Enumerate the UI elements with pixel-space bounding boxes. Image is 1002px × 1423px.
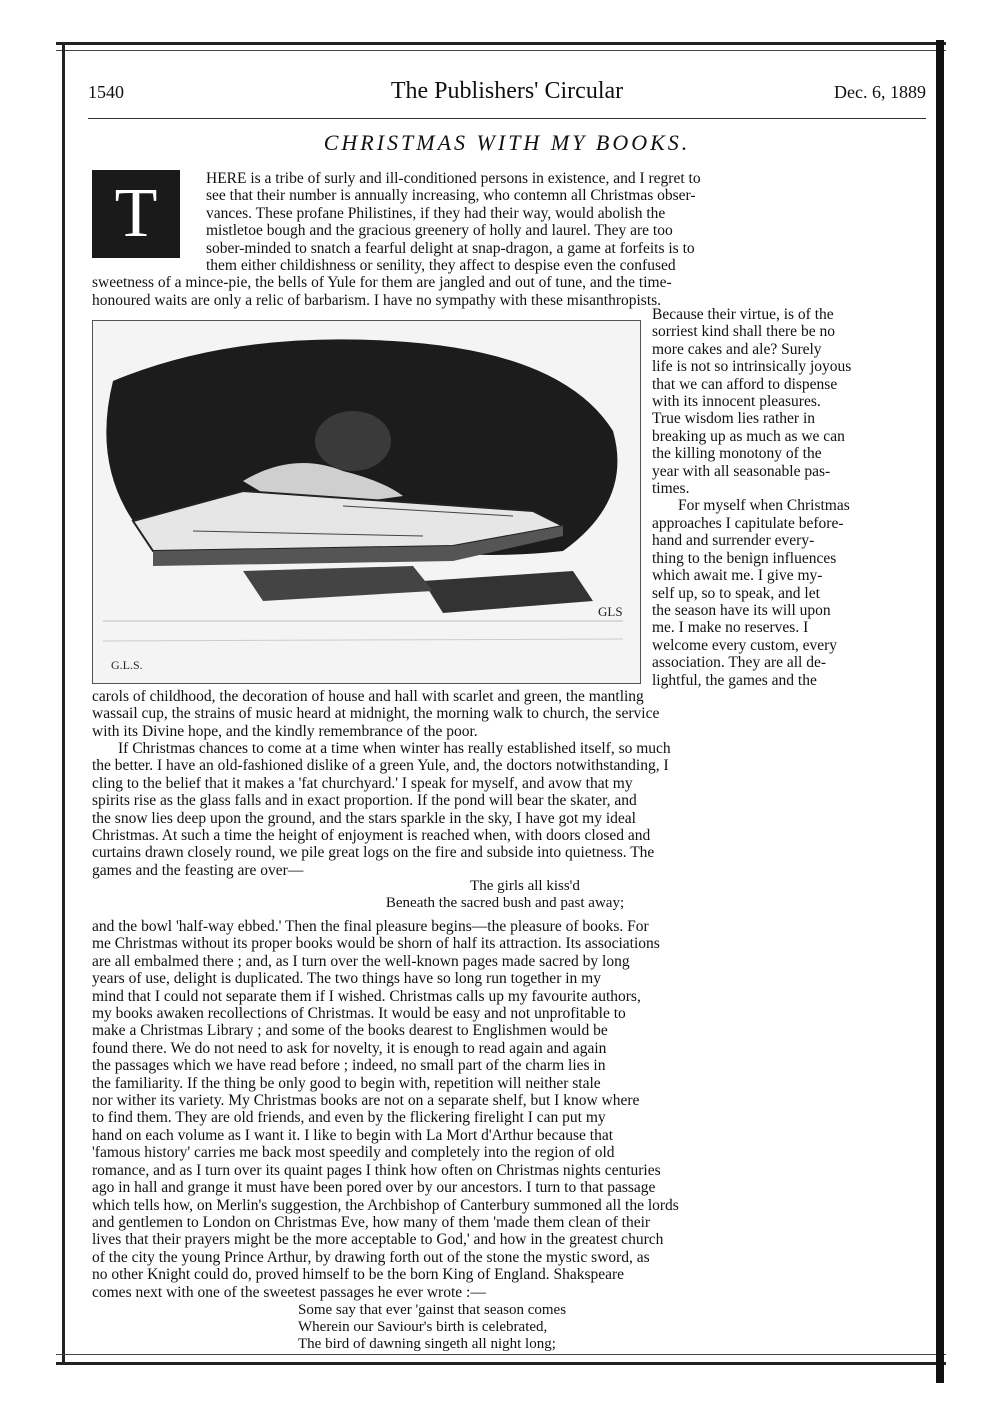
paragraph-line: found there. We do not need to ask for novelty, it is enough to read again and again	[92, 1039, 607, 1057]
paragraph-line: cling to the belief that it makes a 'fat churchyard.' I speak for myself, and avow that my	[92, 774, 633, 792]
article-title: CHRISTMAS WITH MY BOOKS.	[323, 130, 691, 155]
paragraph-line: romance, and as I turn over its quaint pages I think how often on Christmas nights centuries	[92, 1161, 661, 1179]
paragraph-line: years of use, delight is duplicated. The two things have so long run together in my	[92, 970, 601, 988]
paragraph-line: curtains drawn closely round, we pile great logs on the fire and subside into quietness. The	[92, 844, 655, 862]
sidebar-line: me. I make no reserves. I	[652, 619, 809, 637]
paragraph-line: 'famous history' carries me back most speedily and completely into the region of old	[92, 1144, 615, 1162]
paragraph-line: and gentlemen to London on Christmas Eve, how many of them 'made them clean of their	[92, 1213, 651, 1231]
intro-line: sweetness of a mince-pie, the bells of Yule for them are jangled and out of tune, and the time-	[92, 274, 672, 292]
sidebar-text-column	[652, 306, 918, 689]
paragraph-line: Christmas. At such a time the height of enjoyment is reached when, with doors closed and	[92, 827, 651, 845]
paragraph-line: me Christmas without its proper books would be shorn of half its attraction. Its associations	[92, 935, 660, 953]
bottom-border-rule-inner	[56, 1354, 946, 1355]
paragraph-line: with its Divine hope, and the kindly remembrance of the poor.	[92, 722, 478, 740]
verse2-line-2: Wherein our Saviour's birth is celebrated,	[298, 1319, 548, 1335]
sidebar-line: the killing monotony of the	[652, 445, 822, 463]
paragraph-line: hand on each volume as I want it. I like to begin with La Mort d'Arthur because that	[92, 1126, 614, 1144]
sidebar-line: approaches I capitulate before-	[652, 514, 844, 532]
journal-title: The Publishers' Circular	[390, 78, 624, 104]
drop-cap-letter: T	[114, 175, 158, 252]
paragraph-line: make a Christmas Library ; and some of the books dearest to Englishmen would be	[92, 1022, 608, 1040]
scan-edge-bar	[936, 40, 944, 1383]
paragraph-line: If Christmas chances to come at a time when winter has really established itself, so much	[118, 740, 671, 757]
sidebar-line: thing to the benign influences	[652, 549, 837, 567]
paragraph-line: my books awaken recollections of Christmas. It would be easy and not unprofitable to	[92, 1005, 626, 1023]
sidebar-line: breaking up as much as we can	[652, 427, 845, 445]
paragraph-line: comes next with one of the sweetest passages he ever wrote :—	[92, 1283, 486, 1301]
sidebar-line: For myself when Christmas	[678, 497, 850, 515]
sidebar-line: year with all seasonable pas-	[652, 462, 831, 480]
artist-monogram-left: G.L.S.	[111, 658, 143, 672]
paragraph-line: mind that I could not separate them if I wished. Christmas calls up my favourite authors,	[92, 987, 641, 1005]
paragraph-line: are all embalmed there ; and, as I turn over the well-known pages made sacred by long	[92, 952, 630, 970]
intro-line: honoured waits are only a relic of barbarism. I have no sympathy with these misanthropists.	[92, 291, 662, 309]
sidebar-line: sorriest kind shall there be no	[652, 323, 835, 341]
intro-line: mistletoe bough and the gracious greenery of holly and laurel. They are too	[206, 222, 673, 240]
sidebar-line: Because their virtue, is of the	[652, 306, 834, 323]
sidebar-line: with its innocent pleasures.	[652, 393, 821, 411]
paragraph-line: games and the feasting are over—	[92, 861, 304, 879]
sidebar-line: which await me. I give my-	[652, 567, 823, 585]
intro-paragraph	[92, 170, 918, 309]
paragraph-line: the passages which we have read before ; indeed, no small part of the charm lies in	[92, 1057, 606, 1075]
sidebar-line: lightful, the games and the	[652, 671, 817, 689]
verse-line-2: Beneath the sacred bush and past away;	[385, 895, 625, 911]
sidebar-line: association. They are all de-	[652, 654, 827, 672]
paragraph-line: ago in hall and grange it must have been pored over by our ancestors. I turn to that passage	[92, 1179, 656, 1197]
verse-girls	[92, 878, 918, 914]
paragraph-line: the familiarity. If the thing be only good to begin with, repetition will neither stale	[92, 1074, 601, 1092]
running-header	[88, 78, 926, 114]
bottom-border-rule	[56, 1362, 946, 1365]
paragraph-line: of the city the young Prince Arthur, by drawing forth out of the stone the mystic sword, as	[92, 1248, 650, 1266]
header-rule	[88, 118, 926, 119]
issue-date: Dec. 6, 1889	[834, 82, 926, 102]
paragraph-line: spirits rise as the glass falls and in exact proportion. If the pond will bear the skater, and	[92, 792, 637, 810]
paragraph-books	[92, 918, 918, 1301]
sidebar-line: more cakes and ale? Surely	[652, 340, 822, 358]
paragraph-line: carols of childhood, the decoration of house and hall with scarlet and green, the mantling	[92, 688, 644, 705]
paragraph-line: and the bowl 'half-way ebbed.' Then the final pleasure begins—the pleasure of books. For	[92, 918, 649, 935]
paragraph-carols	[92, 688, 918, 740]
paragraph-line: wassail cup, the strains of music heard at midnight, the morning walk to church, the service	[92, 705, 660, 723]
sidebar-line: True wisdom lies rather in	[652, 410, 816, 428]
intro-line: vances. These profane Philistines, if they had their way, would abolish the	[206, 204, 666, 222]
page-number: 1540	[88, 82, 124, 102]
paragraph-line: no other Knight could do, proved himself to be the born King of England. Shakspeare	[92, 1266, 625, 1284]
paragraph-line: which tells how, on Merlin's suggestion, the Archbishop of Canterbury summoned all the lords	[92, 1196, 679, 1214]
verse2-line-3: The bird of dawning singeth all night long;	[298, 1336, 556, 1352]
sidebar-line: self up, so to speak, and let	[652, 584, 820, 602]
intro-line: them either childishness or senility, they affect to despise even the confused	[206, 257, 676, 275]
intro-line: sober-minded to snatch a fearful delight at snap-dragon, a game at forfeits is to	[206, 239, 695, 257]
verse-line-1: The girls all kiss'd	[470, 878, 580, 894]
artist-monogram-right: GLS	[598, 604, 623, 619]
paragraph-line: lives that their prayers might be the more acceptable to God,' and how in the greatest church	[92, 1231, 664, 1249]
verse2-line-1: Some say that ever 'gainst that season comes	[298, 1302, 567, 1318]
verse-shakespeare	[92, 1302, 918, 1354]
intro-line: HERE is a tribe of surly and ill-conditioned persons in existence, and I regret to	[206, 170, 701, 187]
sidebar-line: times.	[652, 480, 690, 498]
paragraph-line: nor wither its variety. My Christmas books are not on a separate shelf, but I know where	[92, 1092, 640, 1110]
sidebar-line: welcome every custom, every	[652, 636, 838, 654]
paragraph-line: to find them. They are old friends, and even by the flickering firelight I can put my	[92, 1109, 606, 1127]
engraving-image	[93, 321, 640, 683]
sidebar-line: life is not so intrinsically joyous	[652, 358, 852, 376]
intro-line: see that their number is annually increasing, who contemn all Christmas obser-	[206, 187, 696, 205]
paragraph-line: the snow lies deep upon the ground, and the stars sparkle in the sky, I have got my ideal	[92, 809, 636, 827]
paragraph-winter	[92, 740, 918, 879]
illustration-reader-with-book	[92, 320, 641, 684]
paragraph-line: the better. I have an old-fashioned dislike of a green Yule, and, the doctors notwithstanding, I	[92, 757, 669, 775]
sidebar-line: that we can afford to dispense	[652, 375, 838, 393]
sidebar-line: hand and surrender every-	[652, 532, 815, 550]
sidebar-line: the season have its will upon	[652, 601, 831, 619]
